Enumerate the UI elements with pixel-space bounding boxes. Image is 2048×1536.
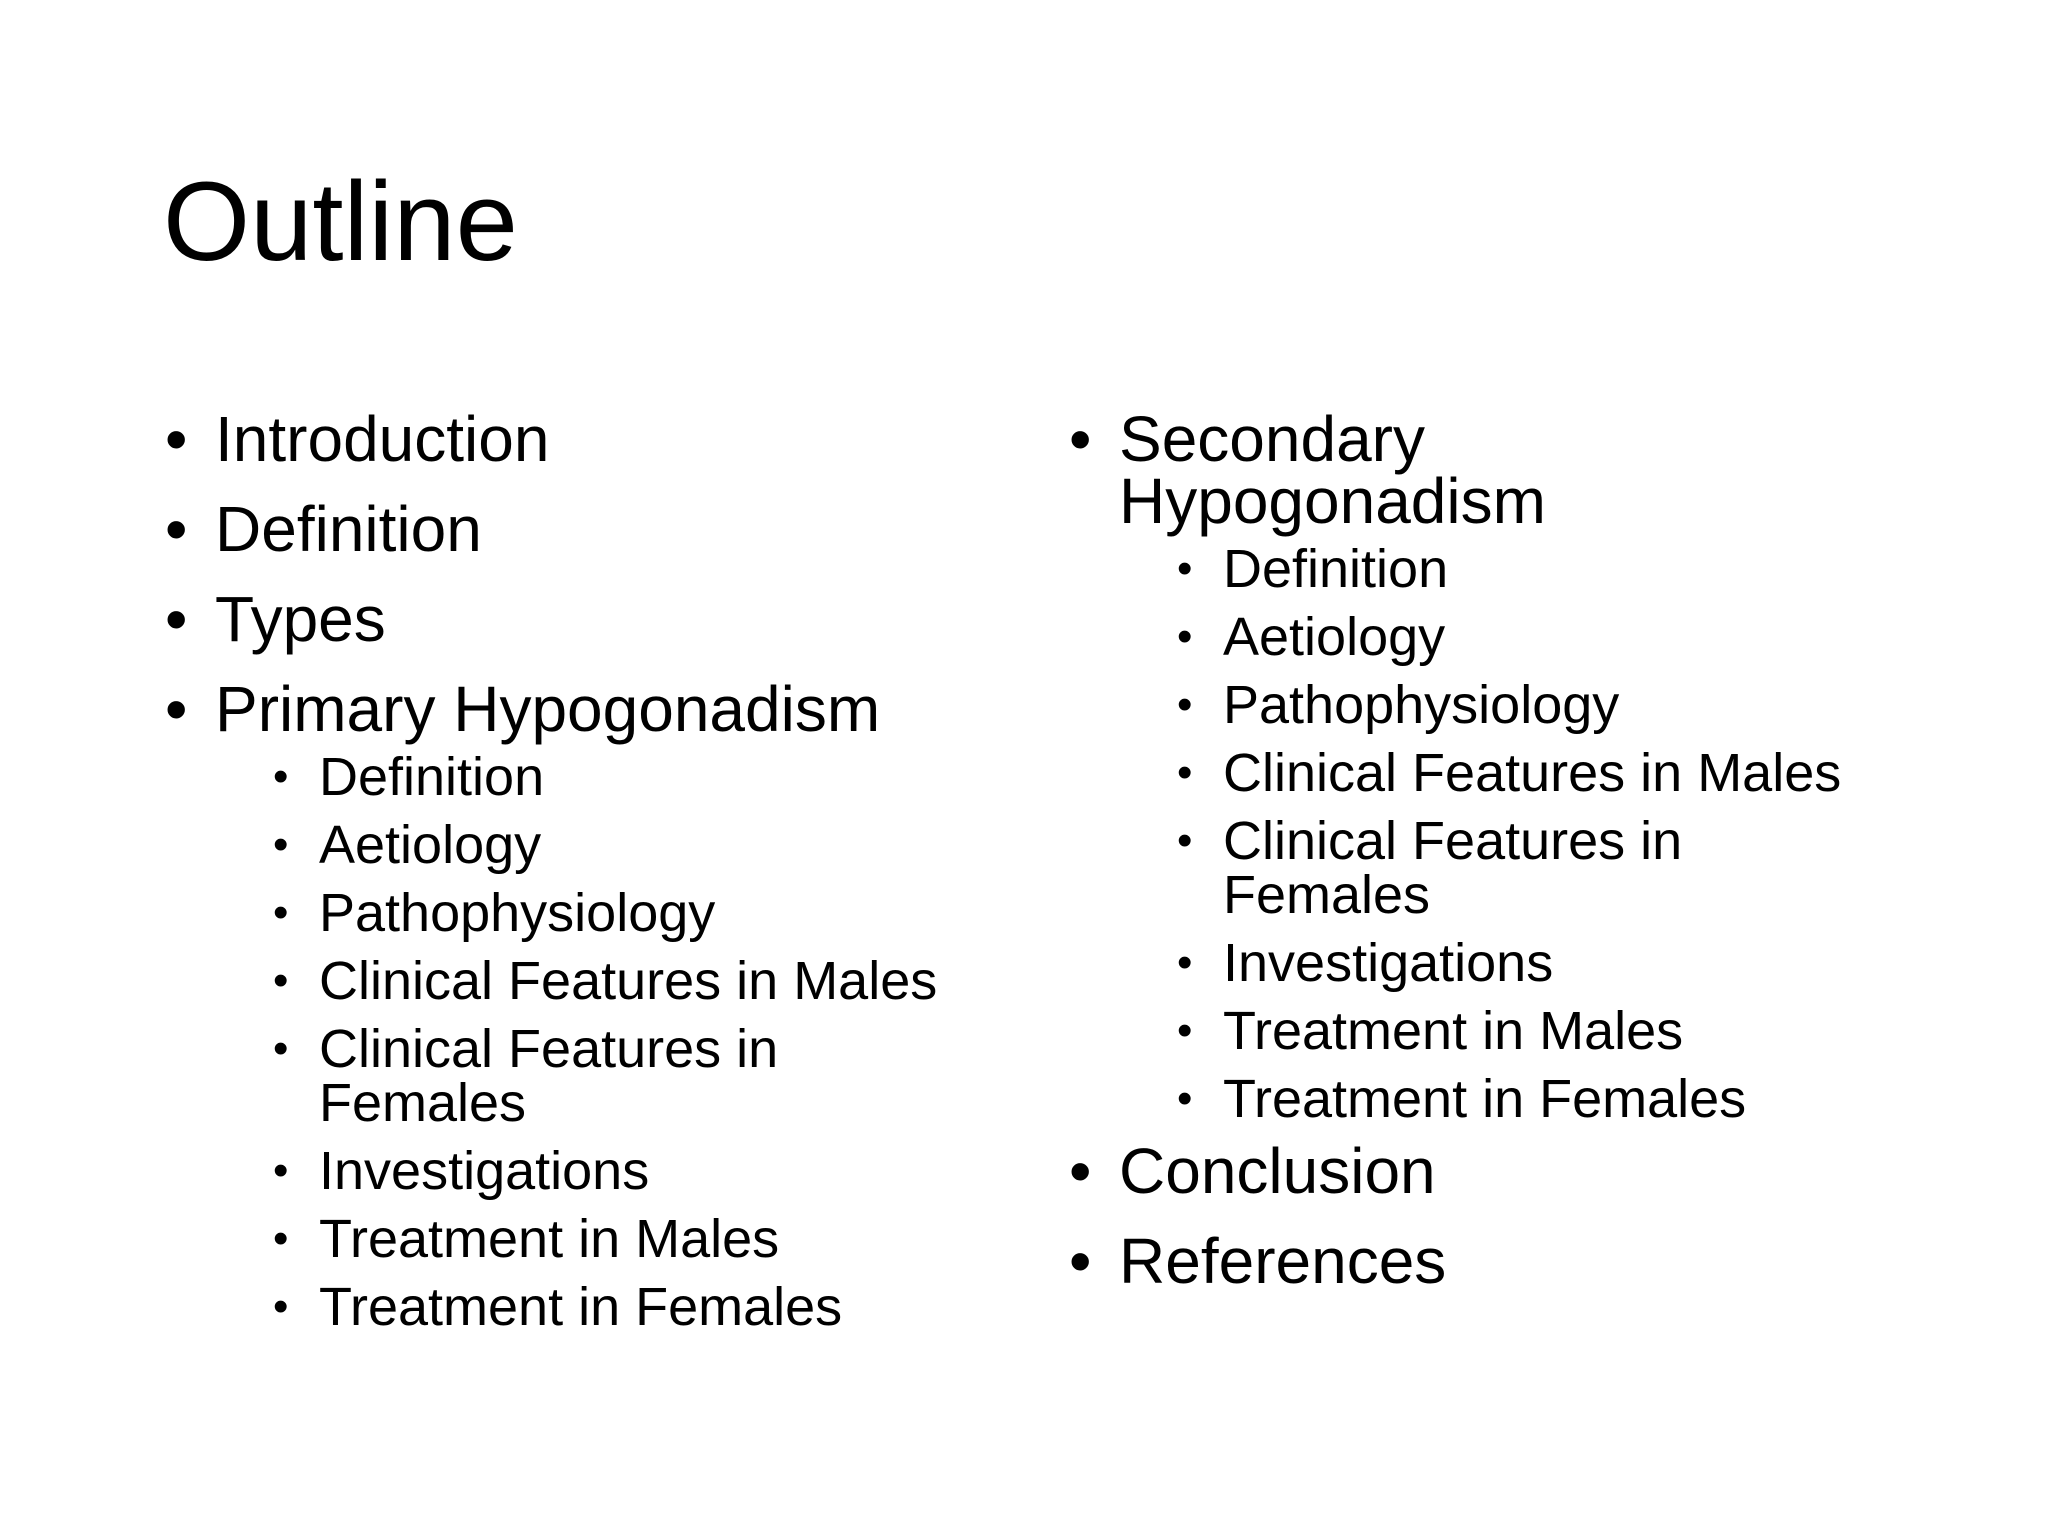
- bullet-label: • References: [1119, 1225, 1447, 1297]
- bullet-label: • Conclusion: [1119, 1135, 1436, 1207]
- bullet-item-types: [163, 583, 1043, 655]
- sub-item: • Definition: [1171, 542, 1971, 596]
- bullet-item-primary-hypogonadism: [163, 673, 1043, 1337]
- bullet-list-right: [1067, 403, 1967, 1297]
- sub-item: • Treatment in Males: [267, 1212, 1043, 1266]
- sub-item: • Investigations: [267, 1144, 1043, 1198]
- bullet-item-definition: [163, 493, 1043, 565]
- bullet-item-secondary-hypogonadism: [1067, 403, 1842, 1129]
- bullet-label: • Introduction: [215, 403, 550, 475]
- right-column: [1067, 403, 1967, 1297]
- sub-item: • Treatment in Males: [1171, 1004, 1971, 1058]
- left-column: [163, 403, 1043, 1348]
- sub-item: • Clinical Features in Males: [1171, 746, 1971, 800]
- bullet-label: • Types: [215, 583, 386, 655]
- bullet-list-left: [163, 403, 1043, 1337]
- slide-title: Outline: [163, 159, 518, 284]
- sub-item: • Clinical Features in Females: [1171, 814, 1783, 922]
- bullet-label: • Secondary Hypogonadism: [1119, 403, 1546, 537]
- bullet-item-conclusion: [1067, 1135, 1967, 1207]
- sub-list-primary: [267, 747, 1043, 1337]
- sub-item: • Treatment in Females: [1171, 1072, 1971, 1126]
- sub-list-secondary: [1171, 539, 1971, 1129]
- sub-item: • Definition: [267, 750, 1043, 804]
- bullet-item-references: [1067, 1225, 1967, 1297]
- sub-item: • Aetiology: [267, 818, 1043, 872]
- sub-item: • Treatment in Females: [267, 1280, 1043, 1334]
- sub-item: • Clinical Features in Females: [267, 1022, 879, 1130]
- bullet-item-introduction: [163, 403, 1043, 475]
- bullet-label: • Primary Hypogonadism: [215, 673, 881, 745]
- bullet-label: • Definition: [215, 493, 482, 565]
- sub-item: • Pathophysiology: [267, 886, 1043, 940]
- sub-item: • Pathophysiology: [1171, 678, 1971, 732]
- sub-item: • Clinical Features in Males: [267, 954, 1043, 1008]
- sub-item: • Aetiology: [1171, 610, 1971, 664]
- sub-item: • Investigations: [1171, 936, 1971, 990]
